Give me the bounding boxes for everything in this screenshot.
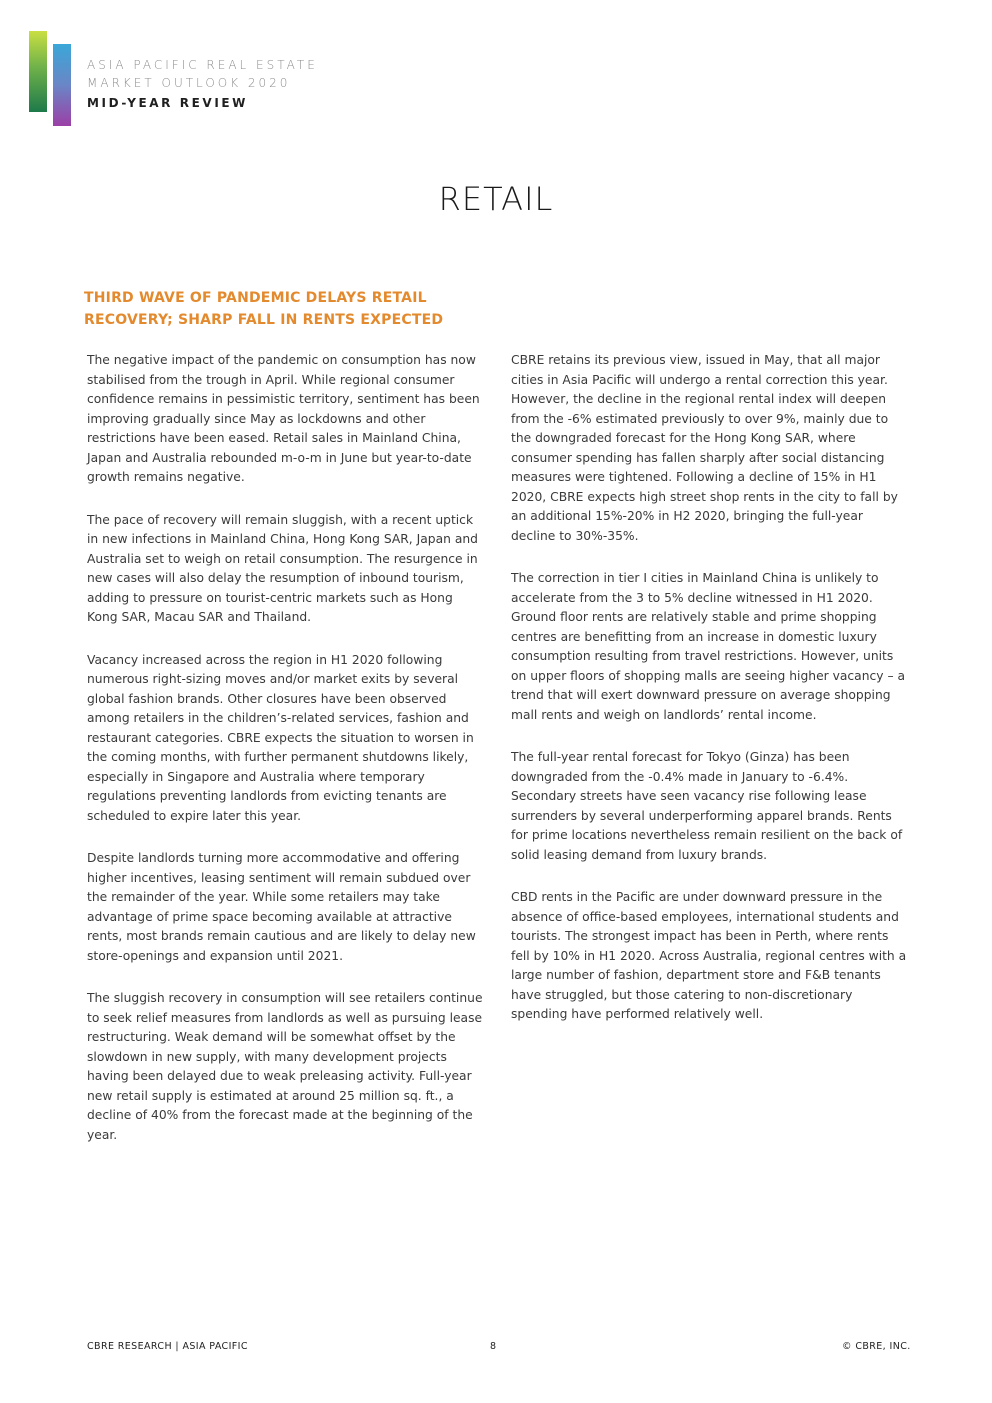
paragraph: Despite landlords turning more accommodative and offering higher incentives, leasing sentiment will remain subdued over the remainder of the year. While some retailers may take advantage of prime space becoming available at attractive rents, most brands remain cautious and are likely to delay new store-openings and expansion until 2021. — [87, 851, 476, 963]
section-heading-line-2: RECOVERY; SHARP FALL IN RENTS EXPECTED — [84, 312, 444, 328]
paragraph: The pace of recovery will remain sluggish, with a recent uptick in new infections in Mainland China, Hong Kong SAR, Japan and Australia set to weigh on retail consumption. The resurgence in new cases will also delay the resumption of inbound tourism, adding to pressure on tourist-centric markets such as Hong Kong SAR, Macau SAR and Thailand. — [87, 512, 478, 624]
report-series-title: ASIA PACIFIC REAL ESTATE — [87, 58, 318, 72]
brand-bar-purple — [53, 44, 71, 126]
paragraph: The full-year rental forecast for Tokyo (Ginza) has been downgraded from the -0.4% made in January to -6.4%. Secondary streets have seen vacancy rise following lease surrenders by several underperforming apparel brands. Rents for prime locations nevertheless remain resilient on the back of solid leasing demand from luxury brands. — [511, 750, 903, 862]
paragraph: The negative impact of the pandemic on consumption has now stabilised from the trough in April. While regional consumer confidence remains in pessimistic territory, sentiment has been improving gradually since May as lockdowns and other restrictions have been eased. Retail sales in Mainland China, Japan and Australia rebounded m-o-m in June but year-to-date growth remains negative. — [87, 353, 480, 484]
paragraph: The correction in tier I cities in Mainland China is unlikely to accelerate from the 3 to 5% decline witnessed in H1 2020. Ground floor rents are relatively stable and prime shopping centres are benefitting from an increase in domestic luxury consumption resulting from travel restrictions. However, units on upper floors of shopping malls are seeing higher vacancy – a trend that will exert downward pressure on average shopping mall rents and weigh on landlords’ rental income. — [511, 571, 906, 722]
report-edition: MID-YEAR REVIEW — [87, 96, 249, 110]
section-heading — [84, 287, 504, 331]
right-column — [511, 351, 907, 1048]
brand-bar-green — [29, 31, 47, 112]
footer-source: CBRE RESEARCH | ASIA PACIFIC — [87, 1341, 248, 1352]
paragraph: CBRE retains its previous view, issued in May, that all major cities in Asia Pacific will undergo a rental correction this year. However, the decline in the regional rental index will deepen from the -6% estimated previously to over 9%, mainly due to the downgraded forecast for the Hong Kong SAR, where consumer spending has fallen sharply after social distancing measures were tightened. Following a decline of 15% in H1 2020, CBRE expects high street shop rents in the city to fall by an additional 15%-20% in H2 2020, bringing the full-year decline to 30%-35%. — [511, 353, 898, 543]
report-series-subtitle: MARKET OUTLOOK 2020 — [87, 76, 291, 90]
paragraph: Vacancy increased across the region in H1 2020 following numerous right-sizing moves and/or market exits by several global fashion brands. Other closures have been observed among retailers in the children’s-related services, fashion and restaurant categories. CBRE expects the situation to worsen in the coming months, with further permanent shutdowns likely, especially in Singapore and Australia where temporary regulations preventing landlords from evicting tenants are scheduled to expire later this year. — [87, 652, 474, 823]
paragraph: CBD rents in the Pacific are under downward pressure in the absence of office-based employees, international students and tourists. The strongest impact has been in Perth, where rents fell by 10% in H1 2020. Across Australia, regional centres with a large number of fashion, department store and F&B tenants have struggled, but those catering to non-discretionary spending have performed relatively well. — [511, 890, 907, 1021]
page-title: RETAIL — [438, 180, 554, 218]
page-number: 8 — [490, 1341, 497, 1352]
left-column — [87, 351, 487, 1168]
footer-copyright: © CBRE, INC. — [842, 1341, 911, 1352]
paragraph: The sluggish recovery in consumption will see retailers continue to seek relief measures from landlords as well as pursuing lease restructuring. Weak demand will be somewhat offset by the slowdown in new supply, with many development projects having been delayed due to weak preleasing activity. Full-year new retail supply is estimated at around 25 million sq. ft., a decline of 40% from the forecast made at the beginning of the year. — [87, 991, 483, 1142]
section-heading-line-1: THIRD WAVE OF PANDEMIC DELAYS RETAIL — [84, 290, 427, 306]
